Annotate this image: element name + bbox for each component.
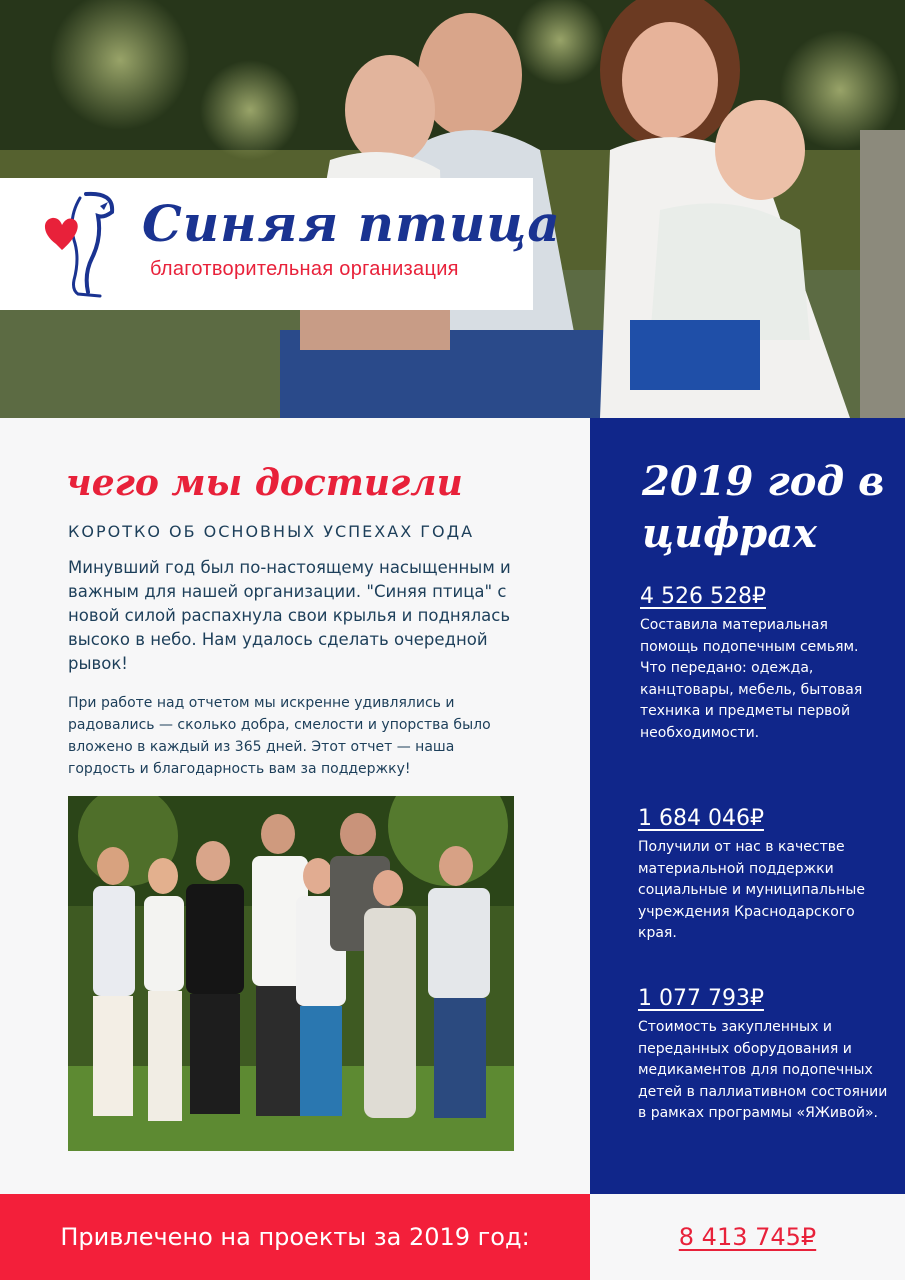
blue-bird-heart-logo-icon xyxy=(44,188,124,300)
footer-label-bar xyxy=(0,1194,590,1280)
brand-title: Синяя птица xyxy=(142,194,561,253)
stat-value: 1 684 046₽ xyxy=(638,806,764,831)
report-paragraph: При работе над отчетом мы искренне удивлялись и радовались — сколько добра, смелости и упорства было вложено в каждый из 365 дней. Этот отчет — наша гордость и благодарность вам за поддержку! xyxy=(68,695,491,777)
stat-item xyxy=(638,806,888,945)
section-subtitle: КОРОТКО ОБ ОСНОВНЫХ УСПЕХАХ ГОДА xyxy=(68,522,475,541)
intro-paragraph: Минувший год был по-настоящему насыщенным и важным для нашей организации. "Синяя птица" с новой силой распахнула свои крылья и поднялась высоко в небо. Нам удалось сделать очередной рывок! xyxy=(68,558,511,673)
footer-label: Привлечено на проекты за 2019 год: xyxy=(60,1223,530,1251)
logo-card xyxy=(0,178,561,310)
achievements-section xyxy=(0,418,590,1194)
year-in-numbers-panel xyxy=(590,418,905,1194)
stat-value: 4 526 528₽ xyxy=(640,584,766,609)
stat-item xyxy=(640,584,885,744)
total-amount: 8 413 745₽ xyxy=(678,1223,817,1251)
section-title: чего мы достигли xyxy=(66,462,463,504)
stat-item xyxy=(638,986,888,1125)
brand-subtitle: благотворительная организация xyxy=(150,258,459,280)
stat-description: Получили от нас в качестве материальной поддержки социальные и муниципальные учреждения Краснодарского края. xyxy=(638,839,865,941)
team-photo xyxy=(68,796,514,1151)
stat-description: Стоимость закупленных и переданных оборудования и медикаментов для подопечных детей в паллиативном состоянии в рамках программы «ЯЖивой». xyxy=(638,1019,888,1121)
group-photo xyxy=(68,796,514,1151)
stat-value: 1 077 793₽ xyxy=(638,986,764,1011)
footer-total-box xyxy=(590,1194,905,1280)
year-title: 2019 год в цифрах xyxy=(642,458,885,557)
stat-description: Составила материальная помощь подопечным семьям. Что передано: одежда, канцтовары, мебель, бытовая техника и предметы первой необходимости. xyxy=(640,617,863,741)
